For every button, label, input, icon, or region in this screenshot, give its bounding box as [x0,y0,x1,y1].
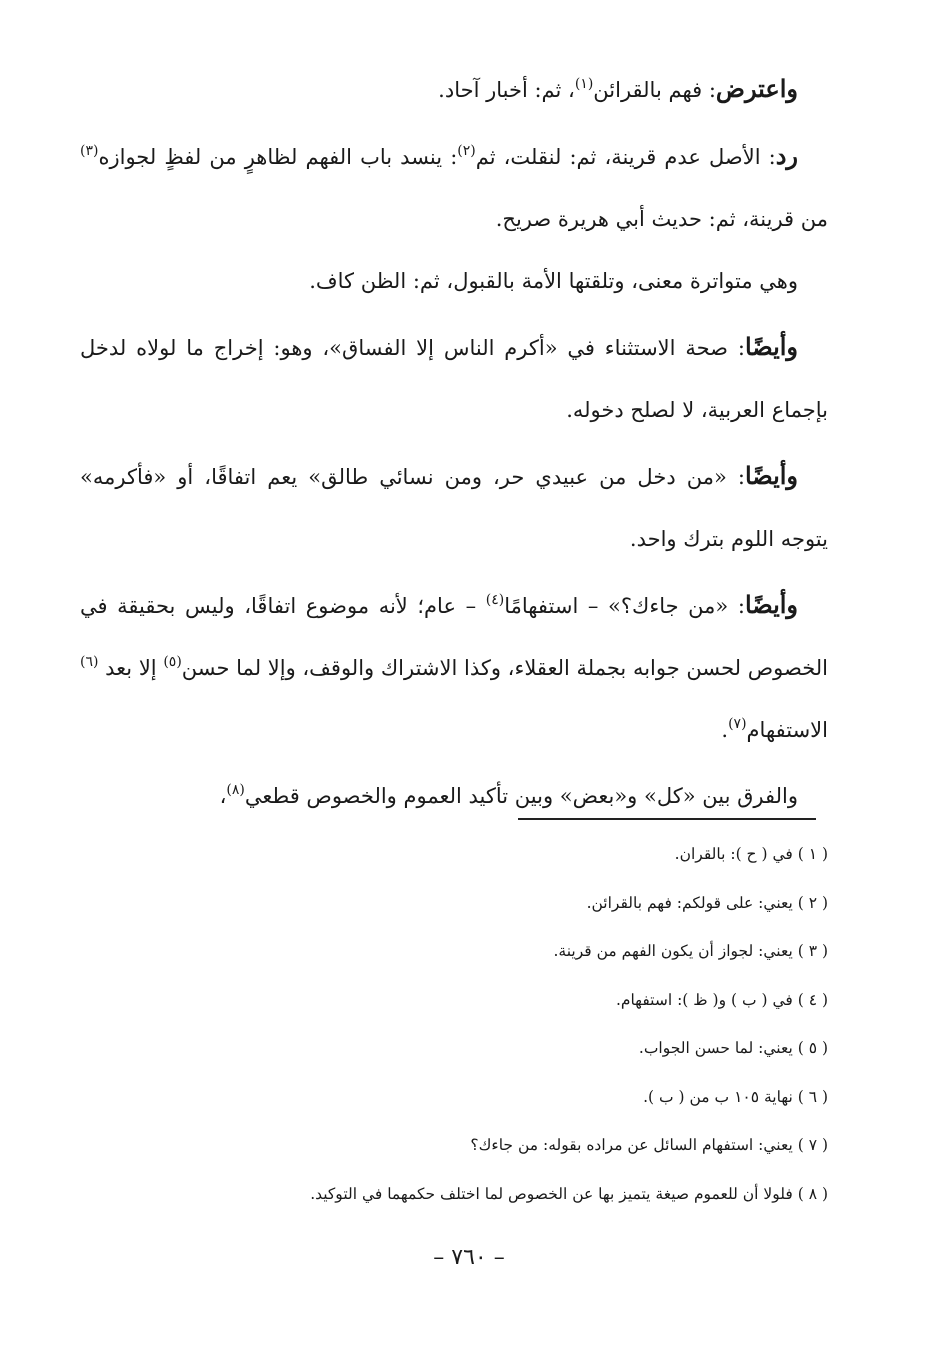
paragraph-text: والفرق بين «كل» و«بعض» وبين تأكيد العموم والخصوص قطعي [244,784,798,808]
footnote-ref: (٦) [80,654,99,670]
paragraph-text: : صحة الاستثناء في «أكرم الناس إلا الفساق»، وهو: إخراج ما لولاه لدخل بإجماع العربية، لا لصلح دخوله. [80,336,828,422]
paragraph-text: – عام؛ لأنه موضوع اتفاقًا، وليس بحقيقة في الخصوص لحسن جوابه بجملة العقلاء، وكذا الاشتراك والوقف، وإلا لما حسن [80,594,828,680]
footnote-4: ( ٤ ) في ( ب ) و( ظ ): استفهام. [615,990,828,1009]
paragraph-mutawatir [80,250,828,312]
paragraph-text: . [721,718,729,742]
paragraph-objection [80,58,828,121]
paragraph-text: : الأصل عدم قرينة، ثم: لنقلت، ثم [475,145,776,169]
paragraph-istithna [80,316,828,441]
paragraph-text: : ينسد باب الفهم لظاهرٍ من لفظٍ لجوازه [98,145,458,169]
paragraph-keyword: رد [775,141,799,170]
footnote-5: ( ٥ ) يعني: لما حسن الجواب. [638,1039,828,1057]
main-text [80,58,828,827]
paragraph-text: : فهم بالقرائن [593,78,716,102]
footnote-1: ( ١ ) في ( ح ): بالقران. [674,845,828,863]
paragraph-keyword: واعترض [715,74,798,103]
footnote-8: ( ٨ ) فلولا أن للعموم صيغة يتميز بها عن الخصوص لما اختلف حكمهما في التوكيد. [310,1184,828,1203]
footnote-ref: (٤) [485,592,505,608]
paragraph-text: من قرينة، ثم: حديث أبي هريرة صريح. [495,207,828,231]
footnote-ref: (٥) [163,654,182,670]
paragraph-text: : «من دخل من عبيدي حر، ومن نسائي طالق» يعم اتفاقًا، أو «فأكرمه» يتوجه اللوم بترك واحد. [80,465,828,551]
paragraph-text: : «من جاءك؟» – استفهامًا [504,594,745,618]
footnotes [80,830,828,1218]
paragraph-text: ، [219,784,227,808]
footnote-ref: (٣) [80,143,99,159]
paragraph-man-jaak [80,574,828,761]
paragraph-keyword: وأيضًا [744,332,798,361]
footnote-2: ( ٢ ) يعني: على قولكم: فهم بالقرائن. [586,893,828,912]
footnote-ref: (١) [574,76,594,92]
footnote-ref: (٨) [226,782,245,798]
page-number: – ٧٦٠ – [433,1245,505,1270]
paragraph-text: الاستفهام [746,718,828,742]
paragraph-text: وهي متواترة معنى، وتلقتها الأمة بالقبول، ثم: الظن كاف. [309,269,798,293]
footnote-7: ( ٧ ) يعني: استفهام السائل عن مراده بقوله: من جاءك؟ [470,1136,828,1154]
footnote-ref: (٢) [457,143,476,159]
paragraph-reply [80,125,828,250]
footnote-ref: (٧) [728,716,747,732]
paragraph-text: إلا بعد [98,656,164,680]
paragraph-keyword: وأيضًا [744,590,799,619]
paragraph-keyword: وأيضًا [744,461,798,490]
footnote-divider [518,818,816,820]
paragraph-text: ، ثم: أخبار آحاد. [438,78,575,102]
footnote-6: ( ٦ ) نهاية ١٠٥ ب من ( ب ). [643,1087,828,1106]
paragraph-abidi [80,445,828,570]
footnote-3: ( ٣ ) يعني: لجواز أن يكون الفهم من قرينة. [553,942,828,960]
